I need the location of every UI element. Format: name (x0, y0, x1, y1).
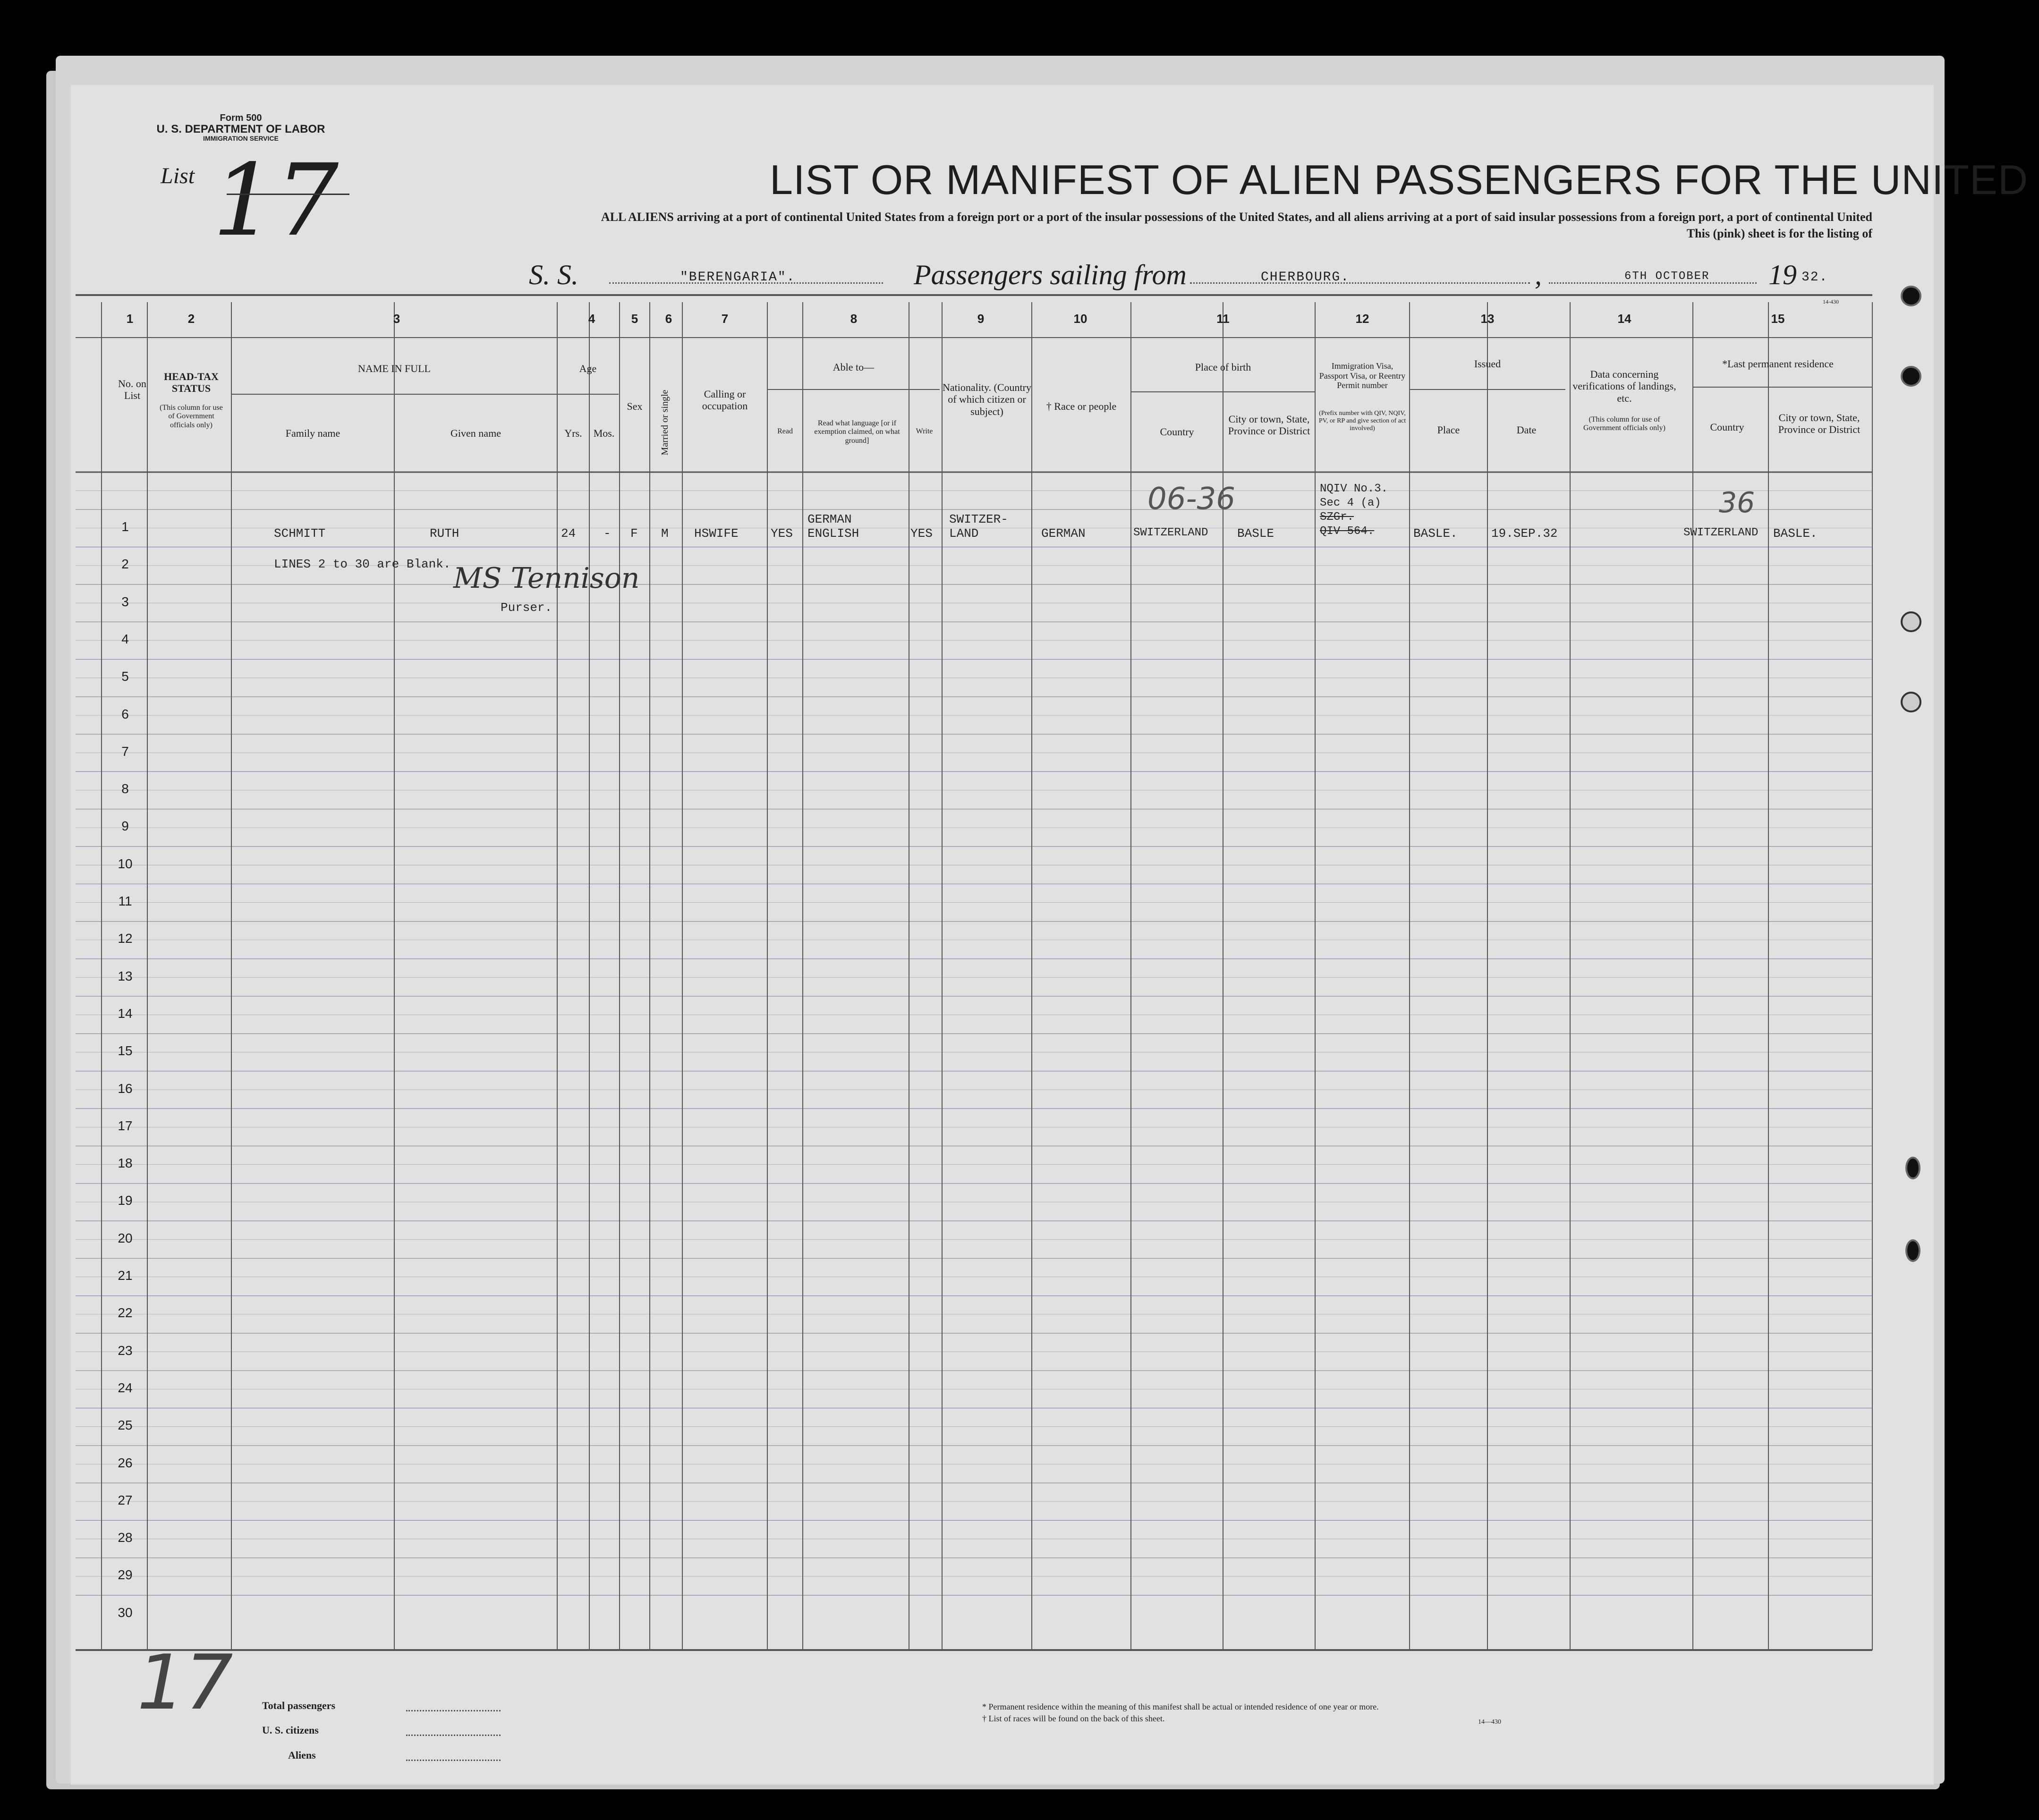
sailing-label: Passengers sailing from (914, 259, 1187, 290)
head-tax-header: HEAD-TAX STATUS (164, 371, 219, 395)
comma: , (1535, 259, 1542, 290)
row-number: 4 (121, 631, 129, 646)
list-number: 17 (212, 143, 339, 258)
row-number: 10 (118, 856, 133, 871)
row-number: 7 (121, 744, 129, 759)
list-label: List (161, 163, 195, 188)
married-header: Married or single (660, 389, 670, 456)
birth-country-header: Country (1160, 426, 1194, 438)
purser-label: Purser. (501, 601, 552, 615)
row-number: 23 (118, 1343, 133, 1358)
service: IMMIGRATION SERVICE (203, 135, 279, 143)
able-to-header: Able to— (833, 361, 875, 373)
total-passengers-label: Total passengers (262, 1700, 336, 1711)
no-on-list-header: No. on List (118, 378, 146, 402)
us-citizens-label: U. S. citizens (262, 1724, 319, 1736)
column-number: 14 (1617, 312, 1631, 326)
row-number: 9 (121, 819, 129, 834)
read-language-header: Read what language [or if exemption claimed, on what ground] (814, 419, 900, 445)
family-name-header: Family name (285, 427, 340, 439)
handwritten-birth-code: 06-36 (1147, 482, 1235, 516)
handwritten-residence-code: 36 (1719, 486, 1755, 519)
page-title: LIST OR MANIFEST OF ALIEN PASSENGERS FOR THE UNITED (770, 156, 2029, 203)
entry-visa-4: QIV 564. (1320, 525, 1375, 538)
row-number: 22 (118, 1305, 133, 1321)
binder-hole (1901, 366, 1921, 387)
row-number: 17 (118, 1118, 133, 1133)
sailing-date: 6TH OCTOBER (1624, 270, 1710, 283)
row-number: 3 (121, 594, 129, 609)
row-number: 12 (118, 931, 133, 946)
column-number: 10 (1073, 312, 1087, 326)
row-number: 11 (118, 894, 132, 908)
year-suffix: 32. (1801, 270, 1828, 285)
residence-country-header: Country (1710, 421, 1744, 433)
column-number: 2 (187, 312, 195, 326)
issued-date-header: Date (1516, 424, 1537, 436)
sex-header: Sex (627, 400, 643, 412)
entry-residence-city: BASLE. (1773, 526, 1818, 541)
entry-family-name: SCHMITT (274, 526, 326, 541)
given-name-header: Given name (450, 427, 501, 439)
row-number: 13 (118, 968, 133, 983)
margin-list-number: 17 (137, 1638, 233, 1727)
issued-place-header: Place (1437, 424, 1460, 436)
binder-hole (1901, 692, 1921, 712)
form-number: Form 500 (220, 113, 262, 123)
data-verification-note: (This column for use of Government officials only) (1583, 415, 1665, 432)
row-number: 30 (118, 1605, 133, 1620)
form-reference: 14—430 (1478, 1718, 1501, 1726)
row-number: 6 (121, 706, 129, 721)
mos-header: Mos. (593, 427, 615, 439)
row-number: 5 (121, 669, 129, 684)
entry-nationality-1: SWITZER- (949, 512, 1008, 526)
birth-city-header: City or town, State, Province or District (1228, 413, 1310, 437)
column-number: 5 (631, 312, 638, 326)
row-number: 15 (118, 1043, 133, 1058)
age-header: Age (579, 363, 597, 374)
issued-header: Issued (1474, 358, 1501, 370)
entry-visa-1: NQIV No.3. (1320, 483, 1388, 495)
entry-sex: F (630, 526, 638, 541)
row-number: 1 (121, 519, 129, 534)
race-header: † Race or people (1046, 400, 1117, 412)
row-number: 16 (118, 1081, 133, 1096)
blank-lines-note: LINES 2 to 30 are Blank. (274, 557, 451, 571)
purser-signature: MS Tennison (453, 562, 640, 595)
row-number: 26 (118, 1455, 133, 1470)
row-number: 20 (118, 1230, 133, 1245)
column-number: 12 (1355, 312, 1369, 326)
corner-ref: 14-430 (1823, 298, 1839, 305)
column-number: 8 (850, 312, 858, 326)
visa-header: Immigration Visa, Passport Visa, or Reentry Permit number (1319, 361, 1406, 390)
column-number: 4 (588, 312, 595, 326)
column-number: 13 (1480, 312, 1495, 326)
row-number: 8 (121, 781, 129, 796)
entry-birth-city: BASLE (1237, 526, 1274, 541)
write-header: Write (916, 427, 933, 435)
residence-city-header: City or town, State, Province or District (1778, 412, 1861, 436)
nationality-header: Nationality. (Country of which citizen or subject) (943, 381, 1031, 417)
entry-write: YES (910, 526, 933, 541)
footnote-residence: * Permanent residence within the meaning of this manifest shall be actual or intended residence of one year or more. (982, 1702, 1379, 1711)
row-number: 24 (118, 1380, 133, 1395)
binder-hole (1901, 611, 1921, 632)
aliens-line (406, 1760, 501, 1761)
ss-label: S. S. (529, 259, 578, 290)
calling-header: Calling or occupation (702, 388, 748, 412)
binder-hole (1905, 1239, 1920, 1262)
head-tax-note: (This column for use of Government officials only) (160, 404, 223, 429)
port-name: CHERBOURG. (1261, 270, 1350, 285)
read-header: Read (777, 427, 793, 435)
column-number: 11 (1216, 312, 1230, 326)
entry-issued-place: BASLE. (1413, 526, 1458, 541)
row-number: 25 (118, 1418, 133, 1433)
subtitle-2: This (pink) sheet is for the listing of (1686, 227, 1872, 240)
column-number: 15 (1771, 312, 1785, 326)
year-prefix: 19 (1768, 259, 1797, 290)
entry-age-years: 24 (561, 526, 576, 541)
entry-residence-country: SWITZERLAND (1683, 526, 1759, 539)
entry-age-months: - (603, 526, 611, 541)
row-number: 2 (121, 557, 129, 572)
row-number: 27 (118, 1492, 133, 1507)
row-number: 19 (118, 1193, 133, 1208)
department: U. S. DEPARTMENT OF LABOR (156, 123, 325, 135)
entry-visa-2: Sec 4 (a) (1320, 497, 1381, 509)
row-number: 28 (118, 1530, 133, 1545)
entry-race: GERMAN (1041, 526, 1086, 541)
column-number: 3 (393, 312, 400, 326)
us-citizens-line (406, 1735, 501, 1736)
place-of-birth-header: Place of birth (1195, 361, 1251, 373)
row-number: 29 (118, 1567, 133, 1583)
entry-read: YES (771, 526, 793, 541)
entry-birth-country: SWITZERLAND (1133, 526, 1208, 539)
binder-hole (1905, 1157, 1920, 1179)
row-number: 21 (118, 1268, 133, 1283)
entry-read-lang-2: ENGLISH (807, 526, 859, 541)
column-number: 6 (665, 312, 672, 326)
subtitle-1: ALL ALIENS arriving at a port of continental United States from a foreign port or a port of the insular possessions of the United States, and all aliens arriving at a port of said insular possessions from a foreign port, a port of continental United (601, 210, 1872, 224)
yrs-header: Yrs. (564, 427, 582, 439)
entry-visa-3: SZGr. (1320, 511, 1354, 524)
row-number: 14 (118, 1006, 133, 1021)
visa-note: (Prefix number with QIV, NQIV, PV, or RP and give section of act involved) (1318, 410, 1406, 432)
name-in-full-header: NAME IN FULL (358, 363, 431, 374)
entry-read-lang-1: GERMAN (807, 512, 852, 526)
column-number: 9 (977, 312, 985, 326)
data-verification-header: Data concerning verifications of landings, etc. (1572, 368, 1676, 404)
entry-married: M (661, 526, 669, 541)
entry-given-name: RUTH (430, 526, 459, 541)
binder-hole (1901, 286, 1921, 306)
ship-name: "BERENGARIA". (680, 270, 796, 285)
last-residence-header: *Last permanent residence (1722, 358, 1834, 370)
footnote-races: † List of races will be found on the back of this sheet. (982, 1714, 1165, 1723)
aliens-label: Aliens (288, 1749, 316, 1761)
column-number: 1 (126, 312, 134, 326)
row-number: 18 (118, 1156, 133, 1171)
entry-issued-date: 19.SEP.32 (1491, 526, 1558, 541)
total-passengers-line (406, 1710, 501, 1711)
entry-nationality-2: LAND (949, 526, 979, 541)
column-number: 7 (721, 312, 729, 326)
entry-occupation: HSWIFE (694, 526, 739, 541)
